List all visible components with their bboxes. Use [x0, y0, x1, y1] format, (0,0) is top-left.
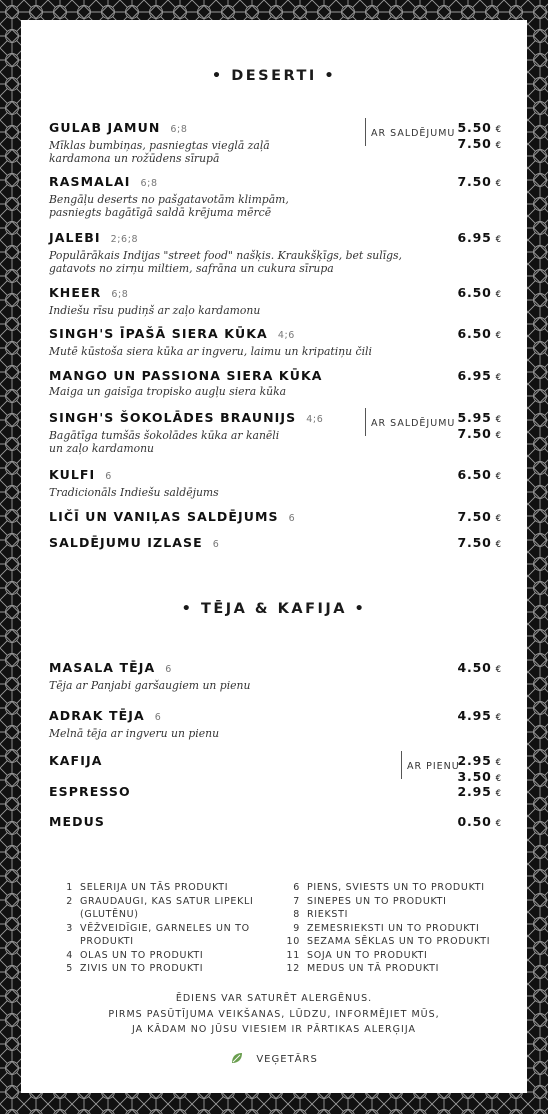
- menu-item: [49, 753, 501, 784]
- price-value: 5.50: [457, 120, 492, 135]
- vegetarian-legend: [21, 1051, 527, 1065]
- allergen-entry: [286, 935, 526, 949]
- allergen-list-left: [59, 881, 279, 976]
- allergen-text: [80, 922, 250, 949]
- item-allergens: 6;8: [111, 289, 129, 300]
- price-divider: [365, 408, 366, 436]
- allergen-number: 2: [66, 895, 73, 907]
- price-value: 7.50: [457, 535, 492, 550]
- allergen-number: 6: [293, 882, 300, 893]
- menu-item: [49, 411, 501, 455]
- item-name: SALDĒJUMU IZLASE: [49, 535, 203, 550]
- item-allergens: 6;8: [140, 178, 158, 189]
- price-value: 2.95: [457, 784, 492, 799]
- price-row: [458, 411, 501, 427]
- item-name: MANGO UN PASSIONA SIERA KŪKA: [49, 368, 323, 383]
- allergen-entry: [59, 881, 279, 895]
- allergen-number: 1: [66, 882, 73, 893]
- item-description: [49, 727, 501, 740]
- menu-item: [49, 121, 501, 165]
- note-line: JA KĀDAM NO JŪSU VIESIEM IR PĀRTIKAS ALERĢIJA: [132, 1024, 416, 1035]
- allergen-number: 9: [293, 922, 300, 934]
- menu-item: [49, 286, 501, 317]
- price-value: 4.50: [457, 660, 492, 675]
- item-name: GULAB JAMUN: [49, 120, 161, 135]
- price-row: [458, 327, 501, 343]
- item-allergens: 4;6: [306, 414, 324, 425]
- price-row: [458, 137, 501, 153]
- price-value: 7.50: [457, 136, 492, 151]
- item-name-row: [49, 231, 501, 247]
- item-price: [458, 785, 501, 801]
- note-line: PIRMS PASŪTĪJUMA VEIKŠANAS, LŪDZU, INFORMĒJIET MŪS,: [108, 1008, 440, 1020]
- item-name: MEDUS: [49, 814, 106, 829]
- price-option-label: AR PIENU: [407, 761, 460, 772]
- price-row: [458, 231, 501, 247]
- currency-symbol: €: [495, 235, 501, 245]
- vegetarian-label: VEĢETĀRS: [256, 1054, 318, 1065]
- description-line: Tēja ar Panjabi garšaugiem un pienu: [49, 679, 251, 692]
- item-name-row: [49, 536, 501, 552]
- item-name: SINGH'S ŠOKOLĀDES BRAUNIJS: [49, 410, 297, 425]
- item-name-row: [49, 468, 501, 484]
- item-name-row: [49, 709, 501, 725]
- description-line: Melnā tēja ar ingveru un pienu: [49, 727, 220, 740]
- allergen-line: SEZAMA SĒKLAS UN TO PRODUKTI: [307, 936, 491, 947]
- note-line: ĒDIENS VAR SATURĒT ALERGĒNUS.: [175, 993, 373, 1004]
- item-description: [49, 385, 501, 398]
- menu-item: [49, 661, 501, 692]
- currency-symbol: €: [495, 290, 501, 300]
- allergen-entry: [286, 908, 526, 922]
- currency-symbol: €: [495, 789, 501, 799]
- item-name-row: [49, 286, 501, 302]
- description-line: gatavots no zirņu miltiem, safrāna un cukura sīrupa: [49, 262, 334, 275]
- price-value: 5.95: [457, 410, 492, 425]
- item-name: KHEER: [49, 285, 102, 300]
- allergen-number: 3: [66, 922, 73, 934]
- price-option-label: AR SALDĒJUMU: [371, 418, 456, 429]
- item-price: [458, 411, 501, 443]
- item-name: RASMALAI: [49, 174, 131, 189]
- allergen-number: 11: [286, 949, 300, 961]
- allergen-line: SINEPES UN TO PRODUKTI: [307, 895, 447, 907]
- allergen-text: [307, 949, 428, 963]
- item-name-row: [49, 815, 501, 829]
- currency-symbol: €: [495, 665, 501, 675]
- price-row: [458, 468, 501, 484]
- menu-item: [49, 327, 501, 358]
- menu-panel: [21, 20, 527, 1093]
- item-description: [49, 345, 501, 358]
- item-price: [458, 175, 501, 191]
- allergen-text: [307, 962, 439, 976]
- item-description: [49, 193, 501, 219]
- item-name: SINGH'S ĪPAŠĀ SIERA KŪKA: [49, 326, 268, 341]
- allergen-text: [307, 935, 490, 949]
- item-name: LIČĪ UN VANIĻAS SALDĒJUMS: [49, 509, 279, 524]
- menu-item: [49, 709, 501, 740]
- item-description: [49, 679, 501, 692]
- price-row: [458, 121, 501, 137]
- currency-symbol: €: [495, 472, 501, 482]
- price-value: 2.95: [457, 753, 492, 768]
- price-row: [458, 785, 501, 801]
- item-allergens: 6: [105, 471, 112, 482]
- price-value: 7.50: [457, 426, 492, 441]
- currency-symbol: €: [495, 514, 501, 524]
- item-price: [458, 754, 501, 786]
- allergen-line: ZEMESRIEKSTI UN TO PRODUKTI: [307, 922, 480, 934]
- description-line: Maiga un gaisīga tropisko augļu siera kūka: [49, 385, 287, 398]
- item-allergens: 2;6;8: [110, 234, 139, 245]
- price-value: 6.50: [457, 467, 492, 482]
- currency-symbol: €: [495, 713, 501, 723]
- item-description: [49, 139, 501, 165]
- menu-item: [49, 175, 501, 219]
- item-price: [458, 536, 501, 552]
- menu-item: [49, 815, 501, 829]
- allergen-number: 10: [286, 936, 300, 947]
- allergen-text: [307, 895, 447, 909]
- currency-symbol: €: [495, 179, 501, 189]
- description-line: Populārākais Indijas "street food" našķis. Kraukšķīgs, bet sulīgs,: [49, 249, 402, 262]
- price-value: 0.50: [457, 814, 492, 829]
- allergen-line: SOJA UN TO PRODUKTI: [307, 949, 428, 961]
- menu-item: [49, 510, 501, 526]
- price-row: [458, 510, 501, 526]
- allergen-line: MEDUS UN TĀ PRODUKTI: [307, 963, 440, 974]
- allergen-text: [80, 962, 203, 976]
- currency-symbol: €: [495, 540, 501, 550]
- item-name-row: [49, 510, 501, 526]
- item-name: KAFIJA: [49, 753, 103, 768]
- price-value: 7.50: [457, 509, 492, 524]
- price-value: 6.50: [457, 326, 492, 341]
- price-value: 6.50: [457, 285, 492, 300]
- menu-item: [49, 785, 501, 799]
- allergen-line: PIENS, SVIESTS UN TO PRODUKTI: [307, 882, 485, 893]
- currency-symbol: €: [495, 141, 501, 151]
- allergen-entry: [286, 962, 526, 976]
- menu-item: [49, 231, 501, 275]
- allergen-note: [21, 991, 527, 1038]
- item-name: KULFI: [49, 467, 96, 482]
- allergen-line: VĒŽVEIDĪGIE, GARNELES UN TO: [80, 922, 250, 934]
- allergen-entry: [286, 949, 526, 963]
- price-row: [458, 815, 501, 831]
- price-row: [458, 661, 501, 677]
- price-value: 7.50: [457, 174, 492, 189]
- item-description: [49, 249, 501, 275]
- price-value: 3.50: [457, 769, 492, 784]
- price-value: 6.95: [457, 368, 492, 383]
- allergen-text: [80, 895, 254, 922]
- item-name-row: [49, 369, 501, 383]
- item-name: MASALA TĒJA: [49, 660, 156, 675]
- item-price: [458, 286, 501, 302]
- leaf-icon: [230, 1051, 244, 1065]
- price-row: [458, 427, 501, 443]
- description-line: Bagātīga tumšās šokolādes kūka ar kanēli: [49, 429, 280, 442]
- allergen-entry: [59, 922, 279, 949]
- currency-symbol: €: [495, 774, 501, 784]
- description-line: un zaļo kardamonu: [49, 442, 154, 455]
- currency-symbol: €: [495, 373, 501, 383]
- description-line: Bengāļu deserts no pašgatavotām klimpām,: [49, 193, 289, 206]
- allergen-number: 5: [66, 963, 73, 974]
- description-line: pasniegts bagātīgā saldā krējuma mērcē: [49, 206, 272, 219]
- description-line: Indiešu rīsu pudiņš ar zaļo kardamonu: [49, 304, 261, 317]
- description-line: Mutē kūstoša siera kūka ar ingveru, laimu un kripatiņu čili: [49, 345, 372, 358]
- item-allergens: 6: [212, 539, 220, 550]
- allergen-entry: [286, 895, 526, 909]
- allergen-number: 8: [293, 909, 300, 920]
- allergen-list-right: [286, 881, 526, 976]
- currency-symbol: €: [495, 125, 501, 135]
- item-allergens: 6: [288, 513, 296, 524]
- currency-symbol: €: [495, 431, 501, 441]
- allergen-text: [307, 908, 348, 922]
- item-price: [458, 661, 501, 677]
- section-title-desserts: • DESERTI •: [211, 68, 337, 84]
- currency-symbol: €: [495, 758, 501, 768]
- allergen-number: 4: [66, 949, 73, 961]
- allergen-entry: [59, 949, 279, 963]
- item-allergens: 6: [165, 664, 172, 675]
- menu-item: [49, 369, 501, 398]
- item-price: [458, 709, 501, 725]
- item-allergens: 6;8: [170, 124, 188, 135]
- item-price: [458, 327, 501, 343]
- item-price: [458, 468, 501, 484]
- allergen-line: GRAUDAUGI, KAS SATUR LIPEKLI: [80, 895, 254, 907]
- allergen-line: OLAS UN TO PRODUKTI: [80, 949, 204, 961]
- allergen-entry: [59, 962, 279, 976]
- price-row: [458, 369, 501, 385]
- item-description: [49, 486, 501, 499]
- currency-symbol: €: [495, 415, 501, 425]
- description-line: kardamona un rožūdens sīrupā: [49, 152, 220, 165]
- allergen-entry: [286, 881, 526, 895]
- item-name-row: [49, 175, 501, 191]
- description-line: Mīklas bumbiņas, pasniegtas vieglā zaļā: [49, 139, 270, 152]
- price-value: 4.95: [457, 708, 492, 723]
- menu-item: [49, 536, 501, 552]
- item-price: [458, 121, 501, 153]
- item-price: [458, 369, 501, 385]
- allergen-line: SELERIJA UN TĀS PRODUKTI: [80, 882, 229, 893]
- item-price: [458, 231, 501, 247]
- allergen-entry: [286, 922, 526, 936]
- allergen-text: [80, 949, 203, 963]
- currency-symbol: €: [495, 819, 501, 829]
- allergen-line: PRODUKTI: [80, 936, 134, 947]
- allergen-line: ZIVIS UN TO PRODUKTI: [80, 963, 204, 974]
- item-price: [458, 815, 501, 831]
- price-divider: [365, 118, 366, 146]
- allergen-text: [307, 881, 485, 895]
- item-name: ADRAK TĒJA: [49, 708, 145, 723]
- price-row: [458, 175, 501, 191]
- description-line: Tradicionāls Indiešu saldējums: [49, 486, 219, 499]
- price-row: [458, 286, 501, 302]
- currency-symbol: €: [495, 331, 501, 341]
- item-name-row: [49, 661, 501, 677]
- allergen-line: (GLUTĒNU): [80, 909, 139, 920]
- item-name: JALEBI: [49, 230, 101, 245]
- item-allergens: 6: [154, 712, 162, 723]
- price-row: [458, 536, 501, 552]
- allergen-number: 12: [286, 963, 300, 974]
- allergen-entry: [59, 895, 279, 922]
- item-description: [49, 429, 501, 455]
- item-description: [49, 304, 501, 317]
- price-divider: [401, 751, 402, 779]
- item-name-row: [49, 785, 501, 799]
- section-title-tea-coffee: • TĒJA & KAFIJA •: [181, 601, 367, 617]
- menu-item: [49, 468, 501, 499]
- allergen-text: [307, 922, 479, 936]
- price-row: [458, 709, 501, 725]
- price-row: [458, 754, 501, 770]
- price-option-label: AR SALDĒJUMU: [371, 128, 456, 139]
- item-name: ESPRESSO: [49, 784, 131, 799]
- price-value: 6.95: [457, 230, 492, 245]
- allergen-number: 7: [293, 895, 300, 907]
- allergen-line: RIEKSTI: [307, 909, 349, 920]
- allergen-text: [80, 881, 228, 895]
- item-name-row: [49, 327, 501, 343]
- item-price: [458, 510, 501, 526]
- item-allergens: 4;6: [277, 330, 295, 341]
